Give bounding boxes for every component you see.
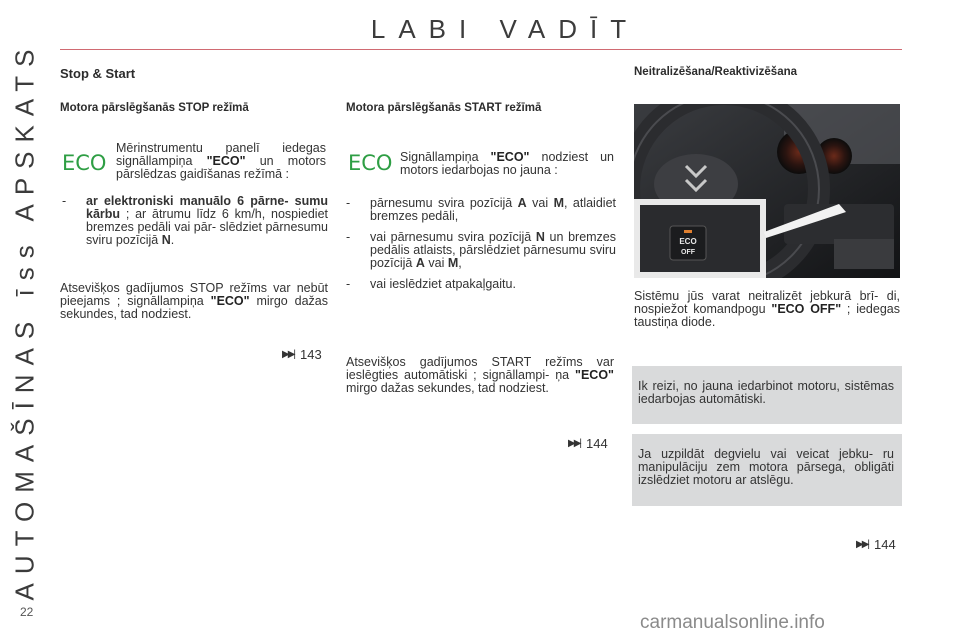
stop-mode-heading: Motora pārslēgšanās STOP režīmā — [60, 102, 249, 114]
list-item: - vai pārnesumu svira pozīcijā N un bremzes pedālis atlaists, pārslēdziet pārnesumu sviru pozīcijā A vai M, — [344, 231, 616, 270]
stop-mode-conditions — [60, 195, 328, 255]
list-item: - vai ieslēdziet atpakaļgaitu. — [344, 278, 616, 291]
list-item: - ar elektroniski manuālo 6 pārne- sumu kārbu ; ar ātrumu līdz 6 km/h, nospiediet bremzes pedāli vai pār- slēdziet pārnesumu sviru pozīcijā N. — [60, 195, 328, 247]
dashboard-photo — [634, 104, 900, 278]
svg-text:OFF: OFF — [681, 249, 695, 256]
start-mode-intro: Signāllampiņa "ECO" nodziest un motors iedarbojas no jauna : — [400, 150, 614, 177]
fast-forward-icon: ▶▶| — [856, 539, 868, 550]
title-divider — [60, 49, 902, 50]
side-title: AUTOMAŠĪNAS īss APSKATS — [9, 39, 40, 601]
fast-forward-icon: ▶▶| — [568, 438, 580, 449]
info-note-restart: Ik reizi, no jauna iedarbinot motoru, sistēmas iedarbojas automātiski. — [632, 366, 902, 424]
watermark: carmanualsonline.info — [640, 612, 825, 633]
start-mode-heading: Motora pārslēgšanās START režīmā — [346, 102, 542, 114]
info-note-refuel: Ja uzpildāt degvielu vai veicat jebku- ru manipulāciju zem motora pārsega, obligāti izslēdziet motoru ar atslēgu. — [632, 434, 902, 506]
eco-indicator-icon — [62, 152, 108, 174]
start-mode-note: Atsevišķos gadījumos START režīms var ieslēgties automātiski ; signāllampi- ņa "ECO" mirgo dažas sekundes, tad nodziest. — [346, 355, 614, 395]
eco-indicator-icon — [348, 152, 394, 174]
svg-text:ECO: ECO — [62, 152, 107, 174]
neutralize-text: Sistēmu jūs varat neitralizēt jebkurā brī- di, nospiežot komandpogu "ECO OFF" ; iedegas taustiņa diode. — [634, 289, 900, 329]
list-item: - pārnesumu svira pozīcijā A vai M, atlaidiet bremzes pedāli, — [344, 197, 616, 223]
section-title: Stop & Start — [60, 66, 136, 81]
fast-forward-icon: ▶▶| — [282, 349, 294, 360]
svg-text:ECO: ECO — [679, 237, 697, 246]
neutralize-heading: Neitralizēšana/Reaktivizēšana — [634, 66, 798, 78]
svg-text:ECO: ECO — [348, 152, 393, 174]
start-mode-conditions — [344, 197, 616, 299]
page-title: LABI VADĪT — [370, 14, 640, 44]
page-number: 22 — [20, 605, 34, 619]
page-reference-link[interactable]: ▶▶| 144 — [568, 436, 608, 451]
page-reference-link[interactable]: ▶▶| 143 — [282, 347, 322, 362]
page-reference-link[interactable]: ▶▶| 144 — [856, 537, 896, 552]
stop-mode-note: Atsevišķos gadījumos STOP režīms var nebūt pieejams ; signāllampiņa "ECO" mirgo dažas sekundes, tad nodziest. — [60, 281, 329, 321]
stop-mode-intro: Mērinstrumentu panelī iedegas signāllampiņa "ECO" un motors pārslēdzas gaidīšanas režīmā : — [116, 141, 326, 181]
